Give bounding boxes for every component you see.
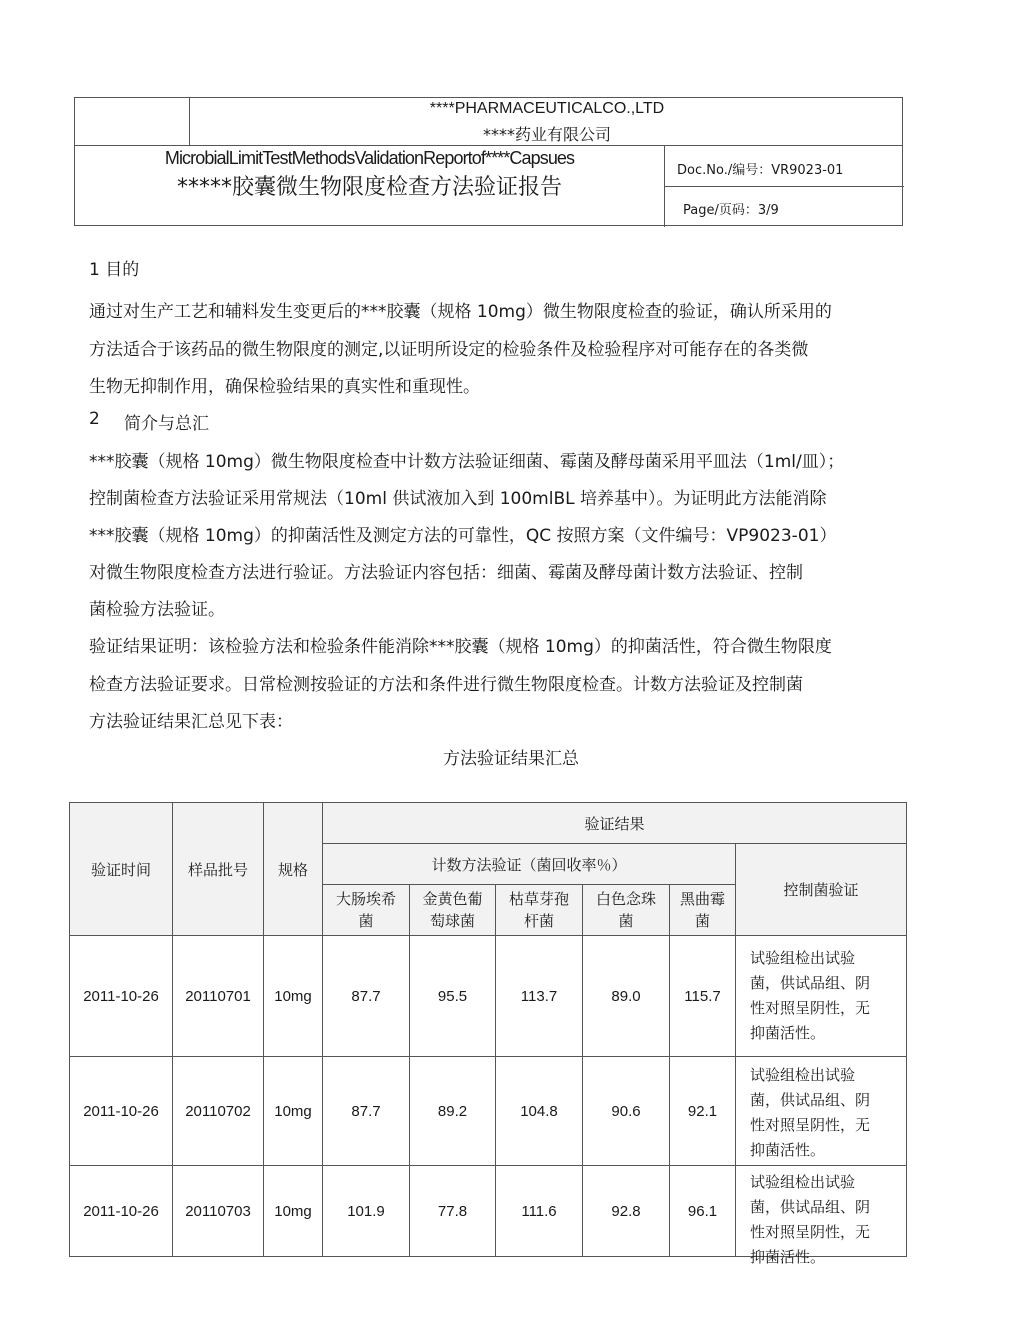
cell-control-result: 试验组检出试验 菌，供试品组、阴 性对照呈阴性，无 抑菌活性。 xyxy=(736,1166,907,1257)
cell-spec: 10mg xyxy=(264,1057,323,1166)
cell-value: 111.6 xyxy=(496,1166,583,1257)
header-spec: 规格 xyxy=(264,803,323,936)
table-row xyxy=(70,1057,907,1166)
cell-value: 92.8 xyxy=(583,1166,670,1257)
cell-value: 90.6 xyxy=(583,1057,670,1166)
cell-value: 113.7 xyxy=(496,936,583,1057)
paragraph-line: 通过对生产工艺和辅料发生变更后的***胶囊（规格 10mg）微生物限度检查的验证，确认所采用的 xyxy=(89,302,832,322)
paragraph-line: 对微生物限度检查方法进行验证。方法验证内容包括：细菌、霉菌及酵母菌计数方法验证、控制 xyxy=(89,563,803,583)
paragraph-line: ***胶囊（规格 10mg）的抑菌活性及测定方法的可靠性，QC 按照方案（文件编号：VP9023-01） xyxy=(89,526,837,546)
cell-value: 115.7 xyxy=(670,936,736,1057)
paragraph-line: 控制菌检查方法验证采用常规法（10ml 供试液加入到 100mlBL 培养基中）。为证明此方法能消除 xyxy=(89,489,827,509)
cell-value: 95.5 xyxy=(410,936,496,1057)
paragraph-line: 菌检验方法验证。 xyxy=(89,600,225,620)
cell-value: 89.0 xyxy=(583,936,670,1057)
section-1-heading: 1 目的 xyxy=(89,260,140,280)
table-title: 方法验证结果汇总 xyxy=(443,749,579,769)
cell-control-result: 试验组检出试验 菌，供试品组、阴 性对照呈阴性，无 抑菌活性。 xyxy=(736,936,907,1057)
cell-spec: 10mg xyxy=(264,936,323,1057)
cell-spec: 10mg xyxy=(264,1166,323,1257)
cell-value: 92.1 xyxy=(670,1057,736,1166)
paragraph-line: ***胶囊（规格 10mg）微生物限度检查中计数方法验证细菌、霉菌及酵母菌采用平皿法（1ml/皿）； xyxy=(89,452,845,472)
cell-value: 101.9 xyxy=(323,1166,410,1257)
cell-value: 96.1 xyxy=(670,1166,736,1257)
cell-batch: 20110703 xyxy=(173,1166,264,1257)
header-organism-4: 白色念珠 菌 xyxy=(583,885,670,936)
cell-value: 104.8 xyxy=(496,1057,583,1166)
doc-number: Doc.No./编号：VR9023-01 xyxy=(677,163,844,178)
header-divider xyxy=(664,186,904,187)
section-2-number: 2 xyxy=(89,409,100,429)
paragraph-line: 方法验证结果汇总见下表： xyxy=(89,712,293,732)
results-table xyxy=(69,802,907,1266)
paragraph-line: 检查方法验证要求。日常检测按验证的方法和条件进行微生物限度检查。计数方法验证及控制菌 xyxy=(89,675,803,695)
table-row xyxy=(70,936,907,1057)
company-name-cn: ****药业有限公司 xyxy=(482,125,611,144)
paragraph-line: 验证结果证明：该检验方法和检验条件能消除***胶囊（规格 10mg）的抑菌活性，符合微生物限度 xyxy=(89,637,832,657)
cell-date: 2011-10-26 xyxy=(70,1057,173,1166)
cell-batch: 20110702 xyxy=(173,1057,264,1166)
header-organism-2: 金黄色葡 萄球菌 xyxy=(410,885,496,936)
paragraph-line: 生物无抑制作用，确保检验结果的真实性和重现性。 xyxy=(89,377,480,397)
page-number: Page/页码：3/9 xyxy=(683,203,779,218)
cell-date: 2011-10-26 xyxy=(70,1166,173,1257)
header-organism-1: 大肠埃希 菌 xyxy=(323,885,410,936)
header-divider xyxy=(75,145,902,146)
report-title-cn: *****胶囊微生物限度检查方法验证报告 xyxy=(176,175,562,200)
header-result: 验证结果 xyxy=(323,803,907,844)
paragraph-line: 方法适合于该药品的微生物限度的测定,以证明所设定的检验条件及检验程序对可能存在的各类微 xyxy=(89,340,809,360)
table-row xyxy=(70,1166,907,1257)
header-count-method: 计数方法验证（菌回收率％） xyxy=(323,844,736,885)
header-control: 控制菌验证 xyxy=(736,844,907,936)
section-2-heading: 简介与总汇 xyxy=(124,414,209,434)
cell-value: 89.2 xyxy=(410,1057,496,1166)
cell-date: 2011-10-26 xyxy=(70,936,173,1057)
cell-control-result: 试验组检出试验 菌，供试品组、阴 性对照呈阴性，无 抑菌活性。 xyxy=(736,1057,907,1166)
company-name-en: ****PHARMACEUTICALCO.,LTD xyxy=(429,100,665,117)
cell-batch: 20110701 xyxy=(173,936,264,1057)
report-title-en: MicrobialLimitTestMethodsValidationReportof****Capsues xyxy=(164,148,575,168)
header-date: 验证时间 xyxy=(70,803,173,936)
header-batch: 样品批号 xyxy=(173,803,264,936)
document-header xyxy=(74,97,903,226)
cell-value: 87.7 xyxy=(323,936,410,1057)
header-organism-5: 黑曲霉 菌 xyxy=(670,885,736,936)
header-organism-3: 枯草芽孢 杆菌 xyxy=(496,885,583,936)
cell-value: 87.7 xyxy=(323,1057,410,1166)
cell-value: 77.8 xyxy=(410,1166,496,1257)
